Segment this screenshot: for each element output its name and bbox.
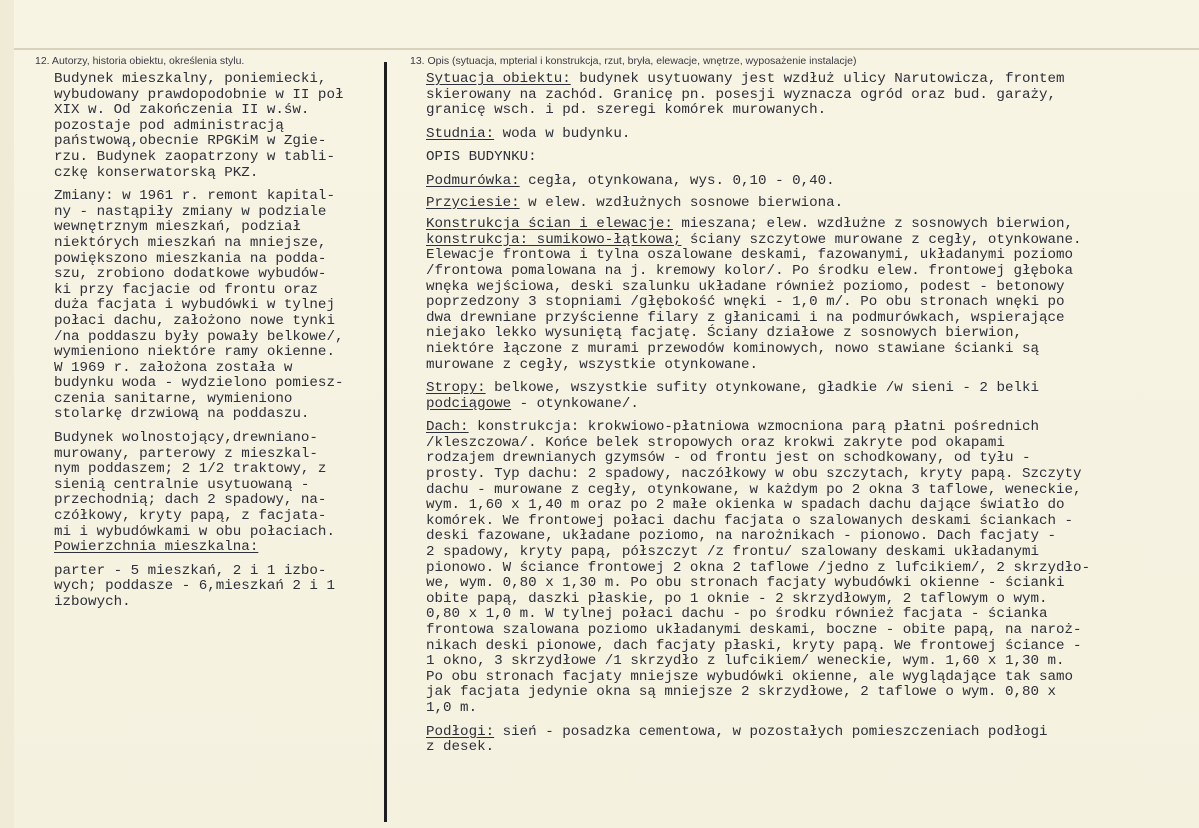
living-area-paragraph: parter - 5 mieszkań, 2 i 1 izbo- wych; poddasze - 6,mieszkań 2 i 1 izbowych. <box>54 562 335 610</box>
well-text: woda w budynku. <box>494 125 631 142</box>
roof-text: konstrukcja: krokwiowo-płatniowa wzmocniona parą płatni pośrednich /kleszczowa/. Końce belek stropowych oraz krokwi zakryte pod okapami rodzajem drewnianych gzymsów - od frontu jest on schodkowany, od tyłu - prosty. Typ dachu: 2 spadowy, naczółkowy w obu szczytach, kryty papą. Szczyty dachu - murowane z cegły, otynkowane, w każdym po 2 okna 3 taflowe, weneckie, wym. 1,60 x 1,40 m oraz po 2 małe okienka w spadach dachu dające światło do komórek. We frontowej połaci dachu facjata o szalowanych deskami ściankach - deski fazowane, układane poziomo, na narożnikach - pionowo. Dach facjaty - 2 spadowy, kryty papą, półszczyt /z frontu/ szalowany deskami układanymi pionowo. W ściance frontowej 2 okna 2 taflowe /jedno z lufcikiem/, 2 skrzydło- we, wym. 0,80 x 1,30 m. Po obu stronach facjaty wybudówki okienne - ścianki obite papą, daszki płaskie, po 1 oknie - 2 skrzydłowym, 2 taflowym o wym. 0,80 x 1,0 m. W tylnej połaci dachu - po środku również facjata - ścianka frontowa szalowana poziomo układanymi deskami, boczne - obite papą, na naroż- nikach deski pionowe, dach facjaty płaski, kryty papą. We frontowej ściance - 1 okno, 3 skrzydłowe /1 skrzydło z lufcikiem/ weneckie, wym. 1,60 x 1,30 m. Po obu stronach facjaty mniejsze wybudówki okienne, ale wyglądające tak samo jak facjata jedynie okna są mniejsze 2 skrzydłowe, 2 taflowe o wym. 0,80 x 1,0 m. <box>426 419 1091 716</box>
foundation-text: cegła, otynkowana, wys. 0,10 - 0,40. <box>519 172 835 189</box>
roof-paragraph <box>426 420 1196 716</box>
ceilings-sub-label: podciągowe <box>426 395 512 412</box>
paper-edge <box>0 0 14 828</box>
building-description-heading: OPIS BUDYNKU: <box>426 149 537 166</box>
sill-label: Przyciesie: <box>426 194 520 211</box>
well-paragraph <box>426 127 1196 143</box>
living-area-label: Powierzchnia mieszkalna: <box>54 539 259 556</box>
floors-text: sień - posadzka cementowa, w pozostałych pomieszczeniach podłogi z desek. <box>426 723 1048 756</box>
description-column <box>426 72 1196 756</box>
column-divider <box>384 62 387 822</box>
section-header-12: 12. Autorzy, historia obiektu, określenia stylu. <box>35 55 245 67</box>
walls-construction-label: konstrukcja: sumikowo-łątkowa; <box>426 231 682 248</box>
building-summary-paragraph: Budynek wolnostojący,drewniano- murowany, parterowy z mieszkal- nym poddaszem; 2 1/2 traktowy, z sienią centralnie usytuowaną - przechodnią; dach 2 spadowy, na- czółkowy, kryty papą, z facjata- mi i wybudówkami w obu połaciach. <box>54 430 335 540</box>
walls-text-continued: ściany szczytowe murowane z cegły, otynkowane. Elewacje frontowa i tylna oszalowane deskami, fazowanymi, układanymi poziomo /frontowa pomalowana na j. kremowy kolor/. Po środku elew. frontowej głęboka wnęka wejściowa, deski szalunku układane również poziomo, podest - betonowy poprzedzony 3 stopniami /głębokość wnęki - 1,0 m/. Po obu stronach wnęki po dwa drewniane przyścienne filary z głanicami i na podmurówkach, wspierające niejako lekko wysuniętą facjatę. Ściany działowe z sosnowych bierwion, niektóre łączone z murami przewodów kominowych, nowo stawiane ścianki są murowane z cegły, wszystkie otynkowane. <box>426 231 1082 373</box>
floors-label: Podłogi: <box>426 723 495 740</box>
walls-paragraph <box>426 217 1196 373</box>
ceilings-text: belkowe, wszystkie sufity otynkowane, gładkie /w sieni - 2 belki <box>494 380 1040 397</box>
history-column <box>54 72 384 611</box>
roof-label: Dach: <box>426 419 469 436</box>
walls-label: Konstrukcja ścian i elewacje: <box>426 216 673 233</box>
ceilings-paragraph <box>426 381 1196 412</box>
floors-paragraph <box>426 725 1196 756</box>
foundation-label: Podmurówka: <box>426 172 520 189</box>
well-label: Studnia: <box>426 125 495 142</box>
history-paragraph: Budynek mieszkalny, poniemiecki, wybudowany prawdopodobnie w II poł XIX w. Od zakończenia II w.św. pozostaje pod administracją państwową,obecnie RPGKiM w Zgie- rzu. Budynek zaopatrzony w tabli- czkę konserwatorską PKZ. <box>54 71 344 181</box>
walls-text: mieszana; elew. wzdłużne z sosnowych bierwion, <box>681 216 1074 233</box>
section-header-13: 13. Opis (sytuacja, mpterial i konstrukcja, rzut, bryła, elewacje, wnętrze, wyposażenie instalacje) <box>410 55 857 67</box>
changes-paragraph: Zmiany: w 1961 r. remont kapital- ny - nastąpiły zmiany w podziale wewnętrznym mieszkań, podział niektórych mieszkań na mniejsze, powiększono mieszkania na podda- szu, zrobiono dodatkowe wybudów- ki przy facjacie od frontu oraz duża facjata i wybudówki w tylnej połaci dachu, założono nowe tynki /na poddaszu były powały belkowe/, wymieniono niektóre ramy okienne. W 1969 r. założona została w budynku woda - wydzielono pomiesz- czenia sanitarne, wymieniono stolarkę drzwiową na poddaszu. <box>54 188 344 423</box>
ceilings-label: Stropy: <box>426 380 486 397</box>
top-rule <box>14 48 1199 50</box>
ceilings-text-continued: - otynkowane/. <box>511 395 639 412</box>
situation-label: Sytuacja obiektu: <box>426 71 571 87</box>
sill-paragraph <box>426 196 1196 212</box>
situation-text: budynek usytuowany jest wzdłuż ulicy Narutowicza, frontem skierowany na zachód. Granicę pn. posesji wyznacza ogród oraz bud. garaży, granicę wsch. i pd. szeregi komórek murowanych. <box>426 71 1065 119</box>
sill-text: w elew. wzdłużnych sosnowe bierwiona. <box>519 194 844 211</box>
situation-paragraph <box>426 72 1196 119</box>
foundation-paragraph <box>426 174 1196 190</box>
